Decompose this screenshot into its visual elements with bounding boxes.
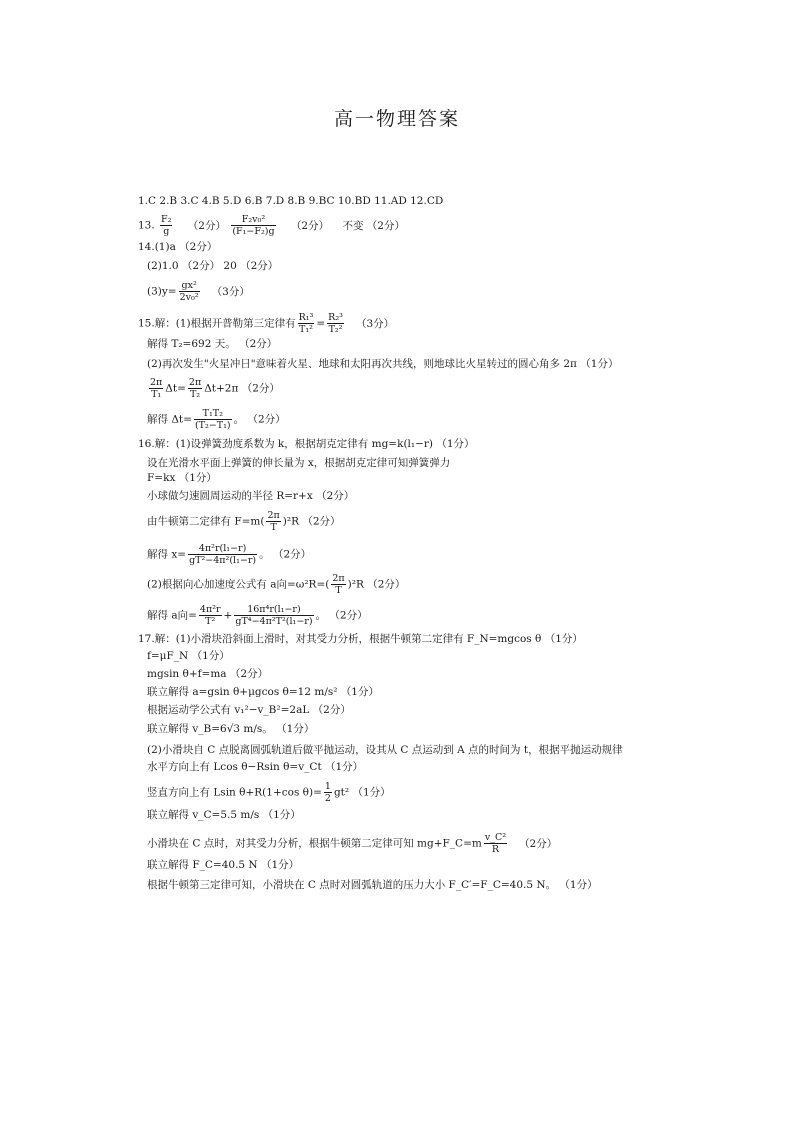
q16-line-7: (2)根据向心加速度公式有 a向=ω²R=( $\frac{2\pi}{T}$ )²R （2分）	[147, 573, 406, 596]
q16-line-3: F=kx （1分）	[147, 472, 217, 484]
q16-line-4: 小球做匀速圆周运动的半径 R=r+x （2分）	[147, 490, 355, 502]
q15-line-4: $\frac{2\pi}{\text{T₁}}$ Δt= $\frac{2\pi}{\text{T₂}}$ Δt+2π （2分）	[150, 377, 280, 400]
q14-line-3: (3)y= $\frac{\text{gx²}}{\text{2v₀²}}$ （3分）	[147, 280, 250, 303]
q17-line-13: 根据牛顿第三定律可知，小滑块在 C 点时对圆弧轨道的压力大小 F_C′=F_C=40.5 N。 （1分）	[147, 879, 598, 891]
q17-line-5: 根据运动学公式有 v₁²−v_B²=2aL （2分）	[147, 704, 351, 716]
q15-fraction-dt: $\frac{\text{T₁T₂}}{\text{(T₂−T₁)}}$	[194, 408, 231, 431]
q17-line-3: mgsin θ+f=ma （2分）	[147, 668, 269, 680]
q17-line-12: 联立解得 F_C=40.5 N （1分）	[147, 859, 300, 871]
q17-line-2: f=μF_N （1分）	[147, 650, 230, 662]
q17-line-11: 小滑块在 C 点时，对其受力分析，根据牛顿第二定律可知 mg+F_C=m $\frac{\text{v\_C²}}{R}$ （2分）	[147, 832, 558, 855]
q15-line-3: (2)再次发生"火星冲日"意味着火星、地球和太阳再次共线，则地球比火星转过的圆心角多 2π （1分）	[147, 358, 619, 370]
q15-fraction-r1: $\frac{\text{R₁³}}{\text{T₁²}}$	[298, 312, 314, 335]
q16-fraction-a1: $\frac{\text{4π²r}}{\text{T²}}$	[199, 604, 221, 627]
q17-line-4: 联立解得 a=gsin θ+μgcos θ=12 m/s² （1分）	[147, 686, 379, 698]
q16-fraction-x: $\frac{\text{4π²r(l₁−r)}}{\text{gT²−4π²(l₁−r)}}$	[189, 543, 257, 566]
q14-fraction: $\frac{\text{gx²}}{\text{2v₀²}}$	[179, 280, 199, 303]
q13-line	[138, 214, 405, 237]
q16-fraction-a-omega: $\frac{2\pi}{T}$	[332, 573, 345, 596]
q15-line-1: 15.解：(1)根据开普勒第三定律有 $\frac{\text{R₁³}}{\text{T₁²}}$ = $\frac{\text{R₂³}}{\text{T₂²}}$ （3分）	[138, 312, 395, 335]
q13-points-1: （2分）	[187, 219, 226, 232]
q13-tail: 不变 （2分）	[342, 219, 405, 232]
page-title: 高一物理答案	[333, 108, 460, 130]
q16-line-2: 设在光滑水平面上弹簧的伸长量为 x，根据胡克定律可知弹簧弹力	[147, 457, 451, 469]
q16-line-1: 16.解：(1)设弹簧劲度系数为 k，根据胡克定律有 mg=k(l₁−r) （1分）	[138, 438, 475, 450]
q16-fraction-omega: $\frac{2\pi}{T}$	[267, 510, 280, 533]
q17-fraction-half: $\frac{1}{2}$	[324, 781, 331, 804]
q15-fraction-b: $\frac{2\pi}{\text{T₂}}$	[188, 377, 202, 400]
q14-line-2: (2)1.0 （2分） 20 （2分）	[147, 260, 279, 272]
q13-number: 13.	[138, 219, 155, 232]
q17-line-8: 水平方向上有 Lcos θ−Rsin θ=v_Ct （1分）	[147, 761, 364, 773]
q13-points-2: （2分）	[290, 219, 330, 232]
q17-line-6: 联立解得 v_B=6√3 m/s。 （1分）	[147, 723, 315, 735]
q13-fraction-2: $\frac{\text{F₂v₀²}}{\text{(F₁−F₂)g}}$	[232, 214, 275, 237]
q16-line-6: 解得 x= $\frac{\text{4π²r(l₁−r)}}{\text{gT²−4π²(l₁−r)}}$ 。 （2分）	[147, 543, 312, 566]
q17-line-1: 17.解：(1)小滑块沿斜面上滑时，对其受力分析，根据牛顿第二定律有 F_N=mgcos θ （1分）	[138, 633, 583, 645]
q17-line-9: 竖直方向上有 Lsin θ+R(1+cos θ)= $\frac{1}{2}$ gt² （1分）	[147, 781, 391, 804]
q15-line-2: 解得 T₂=692 天。 （2分）	[147, 338, 278, 350]
q17-line-7: (2)小滑块自 C 点脱离圆弧轨道后做平抛运动，设其从 C 点运动到 A 点的时间为 t，根据平抛运动规律	[147, 744, 623, 756]
q14-line-1: 14.(1)a （2分）	[138, 241, 218, 253]
q16-line-8: 解得 a向= $\frac{\text{4π²r}}{\text{T²}}$ + $\frac{\text{16π⁴r(l₁−r)}}{\text{gT⁴−4π²T²(l₁−r)}}$ 。 （2分）	[147, 604, 368, 627]
q17-fraction-vc: $\frac{\text{v\_C²}}{R}$	[484, 832, 507, 855]
q16-line-5: 由牛顿第二定律有 F=m( $\frac{2\pi}{T}$ )²R （2分）	[147, 510, 341, 533]
choice-answers: 1.C 2.B 3.C 4.B 5.D 6.B 7.D 8.B 9.BC 10.BD 11.AD 12.CD	[138, 195, 444, 207]
q17-line-10: 联立解得 v_C=5.5 m/s （1分）	[147, 809, 301, 821]
q13-fraction-1: $\frac{\text{F₂}}{g}$	[161, 214, 172, 237]
q15-fraction-a: $\frac{2\pi}{\text{T₁}}$	[150, 377, 163, 400]
q15-fraction-r2: $\frac{\text{R₂³}}{\text{T₂²}}$	[328, 312, 343, 335]
q16-fraction-a2: $\frac{\text{16π⁴r(l₁−r)}}{\text{gT⁴−4π²T²(l₁−r)}}$	[235, 604, 313, 627]
q15-line-5: 解得 Δt= $\frac{\text{T₁T₂}}{\text{(T₂−T₁)}}$ 。 （2分）	[147, 408, 286, 431]
